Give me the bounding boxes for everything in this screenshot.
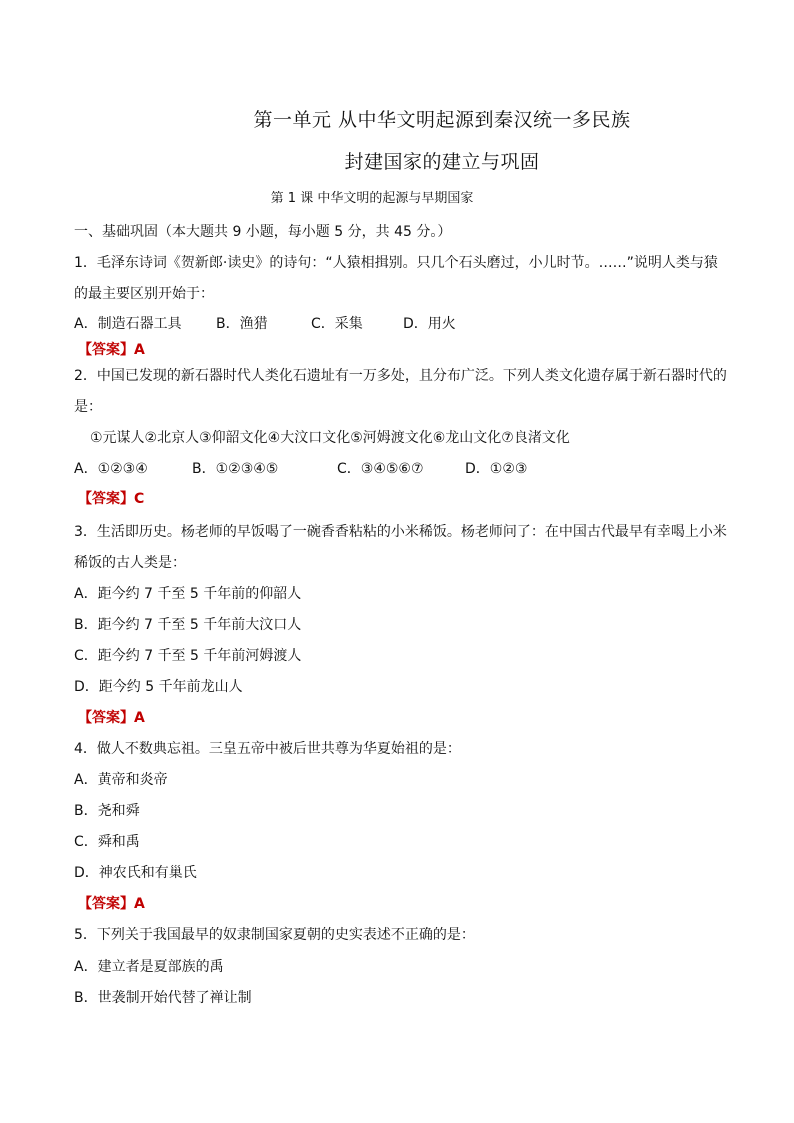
q1-option-a: A．制造石器工具 [74,316,182,332]
q5-stem-line1: 5．下列关于我国最早的奴隶制国家夏朝的史实表述不正确的是： [74,927,475,943]
q3-stem-line1: 3．生活即历史。杨老师的早饭喝了一碗香香粘粘的小米稀饭。杨老师问了：在中国古代最早有幸喝上小米 [74,524,727,540]
q4-option-b: B．尧和舜 [74,803,140,819]
q5-option-b: B．世袭制开始代替了禅让制 [74,990,252,1006]
unit-title: 第一单元 从中华文明起源到秦汉统一多民族 [253,109,631,131]
q3-answer: 【答案】A [78,710,145,726]
q3-option-c: C．距今约 7 千至 5 千年前河姆渡人 [74,648,302,664]
q3-stem-line2: 稀饭的古人类是： [74,555,186,571]
section-heading: 一、基础巩固（本大题共 9 小题，每小题 5 分，共 45 分。） [74,224,452,240]
q4-option-a: A．黄帝和炎帝 [74,772,168,788]
q1-stem-line1: 1．毛泽东诗词《贺新郎·读史》的诗句：“人猿相揖别。只几个石头磨过，小儿时节。……”说明人类与猿 [74,255,718,271]
q4-option-d: D．神农氏和有巢氏 [74,865,197,881]
lesson-title: 第 1 课 中华文明的起源与早期国家 [270,191,474,206]
q2-option-a: A．①②③④ [74,461,148,477]
q1-option-b: B．渔猎 [216,316,268,332]
q3-option-d: D．距今约 5 千年前龙山人 [74,679,243,695]
q5-option-a: A．建立者是夏部族的禹 [74,959,224,975]
q1-option-c: C．采集 [311,316,363,332]
q1-option-d: D．用火 [403,316,456,332]
q1-options [74,313,456,333]
q4-answer: 【答案】A [78,896,145,912]
q2-items: ①元谋人②北京人③仰韶文化④大汶口文化⑤河姆渡文化⑥龙山文化⑦良渚文化 [90,430,570,446]
q2-option-b: B．①②③④⑤ [192,461,279,477]
q1-stem-line2: 的最主要区别开始于： [74,286,214,302]
q4-stem-line1: 4．做人不数典忘祖。三皇五帝中被后世共尊为华夏始祖的是： [74,741,461,757]
unit-title-line2: 封建国家的建立与巩固 [344,151,540,173]
q2-stem-line1: 2．中国已发现的新石器时代人类化石遗址有一万多处，且分布广泛。下列人类文化遗存属于新石器时代的 [74,368,727,384]
q2-answer: 【答案】C [78,491,145,507]
q2-options [74,458,527,478]
q1-answer: 【答案】A [78,342,145,358]
q4-option-c: C．舜和禹 [74,834,140,850]
q3-option-a: A．距今约 7 千至 5 千年前的仰韶人 [74,586,302,602]
q3-option-b: B．距今约 7 千至 5 千年前大汶口人 [74,617,302,633]
q2-stem-line2: 是： [74,399,102,415]
q2-option-d: D．①②③ [465,461,528,477]
q2-option-c: C．③④⑤⑥⑦ [337,461,424,477]
